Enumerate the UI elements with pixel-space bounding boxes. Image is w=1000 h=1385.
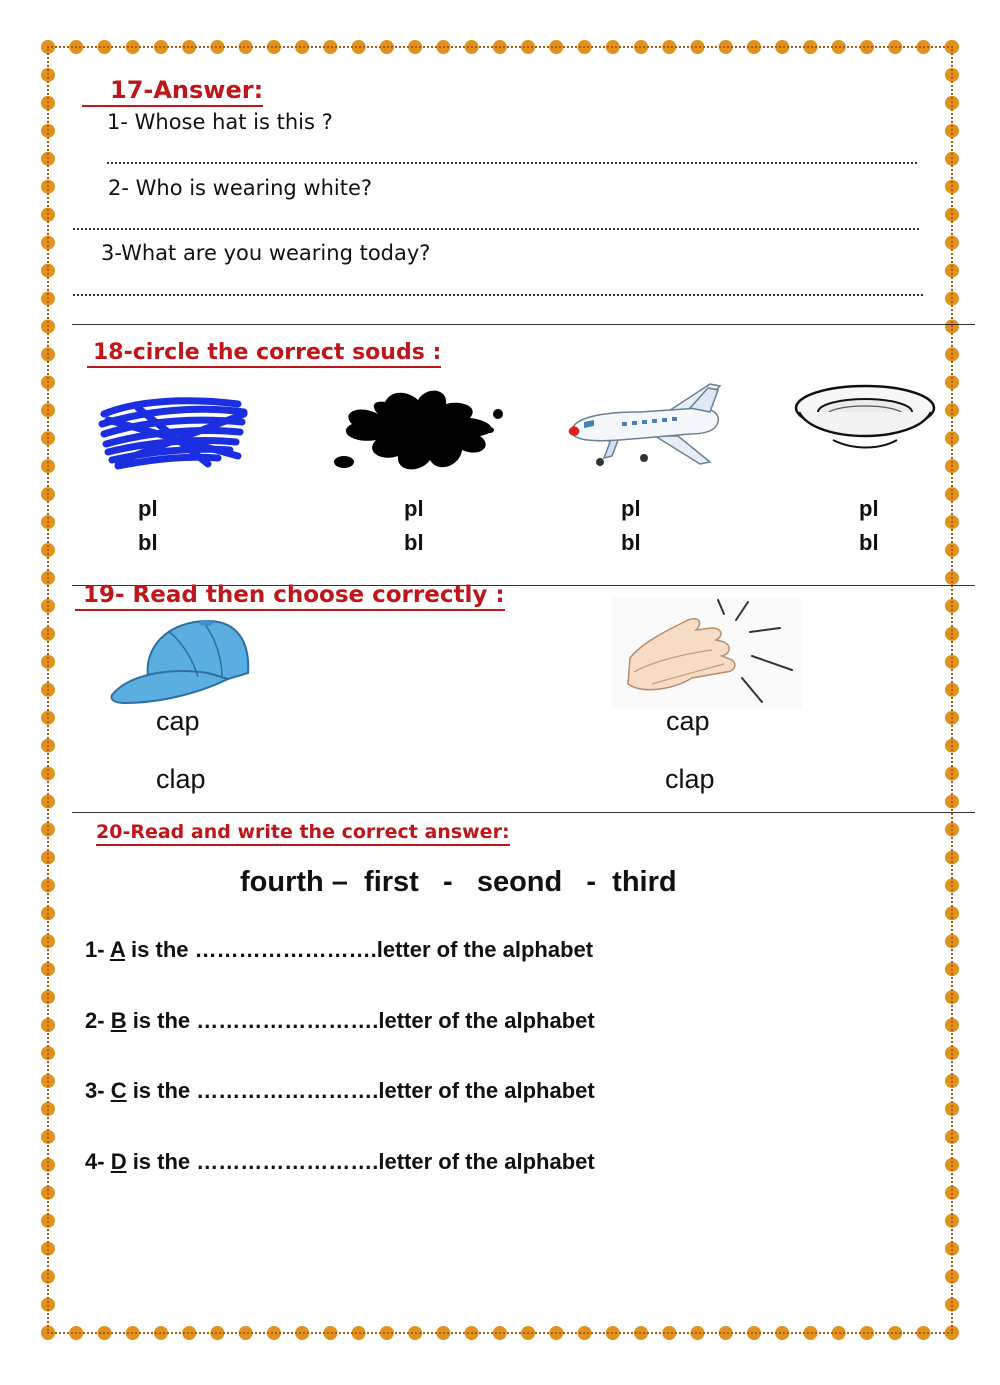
- sound-option-bl-1[interactable]: bl: [138, 530, 158, 555]
- word-option-clap-2[interactable]: clap: [665, 764, 715, 794]
- fill-item-3[interactable]: 3- C is the …………………….letter of the alphabet: [85, 1078, 595, 1103]
- answer-line-2[interactable]: [73, 228, 919, 230]
- word-option-clap-1[interactable]: clap: [156, 764, 206, 794]
- sound-option-pl-4[interactable]: pl: [859, 496, 879, 521]
- sound-option-pl-3[interactable]: pl: [621, 496, 641, 521]
- sound-option-bl-4[interactable]: bl: [859, 530, 879, 555]
- fill-item-2[interactable]: 2- B is the …………………….letter of the alphabet: [85, 1008, 595, 1033]
- letter-c: C: [110, 1078, 127, 1103]
- question-3: 3-What are you wearing today?: [101, 241, 431, 265]
- sound-option-bl-3[interactable]: bl: [621, 530, 641, 555]
- plate-image: [793, 382, 938, 460]
- question-1: 1- Whose hat is this ?: [107, 110, 333, 134]
- clapping-hands-image: [612, 598, 802, 708]
- word-option-cap-2[interactable]: cap: [666, 706, 710, 736]
- sound-option-bl-2[interactable]: bl: [404, 530, 424, 555]
- letter-a: A: [109, 937, 125, 962]
- section-divider-1: [72, 324, 975, 325]
- cap-image: [108, 617, 253, 707]
- section-17-title: 17-Answer:: [82, 76, 263, 104]
- letter-b: B: [110, 1008, 127, 1033]
- answer-line-1[interactable]: [107, 162, 917, 164]
- section-19-title: 19- Read then choose correctly :: [75, 582, 505, 608]
- fill-item-4[interactable]: 4- D is the …………………….letter of the alphabet: [85, 1149, 595, 1174]
- sound-option-pl-1[interactable]: pl: [138, 496, 158, 521]
- airplane-image: [560, 378, 725, 473]
- black-blot-image: [330, 382, 505, 477]
- fill-item-1[interactable]: 1- A is the …………………….letter of the alphabet: [85, 937, 594, 962]
- answer-line-3[interactable]: [73, 294, 923, 296]
- section-18-title: 18-circle the correct souds :: [87, 340, 441, 365]
- blue-scribble-image: [98, 392, 248, 470]
- word-bank: fourth – first - seond - third: [240, 866, 677, 898]
- letter-d: D: [110, 1149, 127, 1174]
- sound-option-pl-2[interactable]: pl: [404, 496, 424, 521]
- section-divider-3: [72, 812, 975, 813]
- question-2: 2- Who is wearing white?: [108, 176, 373, 200]
- section-20-title: 20-Read and write the correct answer:: [96, 821, 510, 843]
- word-option-cap-1[interactable]: cap: [156, 706, 200, 736]
